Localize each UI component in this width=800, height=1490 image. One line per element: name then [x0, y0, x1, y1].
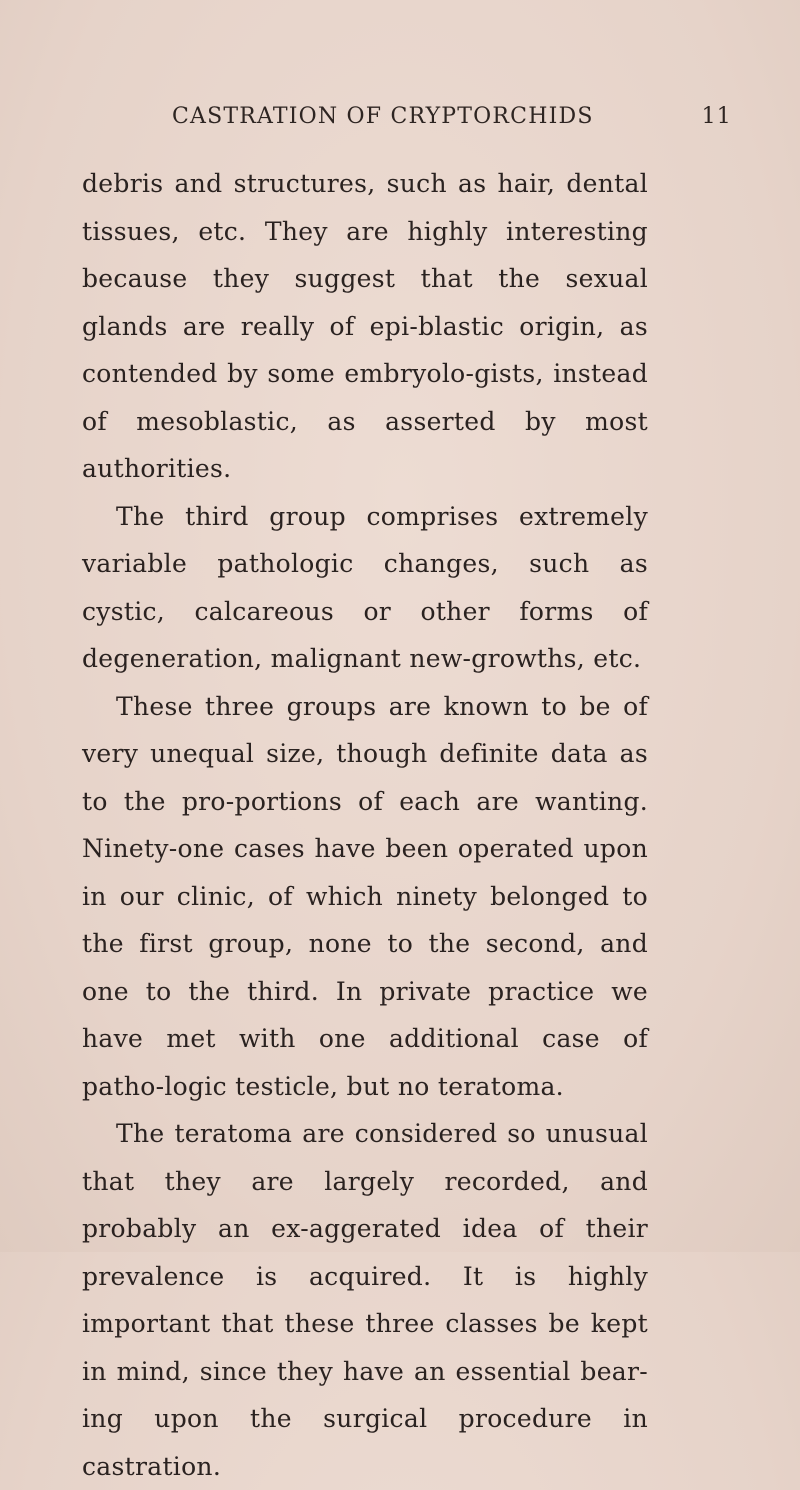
- body-text: [82, 160, 648, 1490]
- paragraph-1: debris and structures, such as hair, dental tissues, etc. They are highly interesting because they suggest that the sexual glands are really of epi-blastic origin, as contended by some embryolo-gists, instead of mesoblastic, as asserted by most authorities.: [82, 169, 648, 483]
- paragraph-2: The third group comprises extremely variable pathologic changes, such as cystic, calcareous or other forms of degeneration, malignant new-growths, etc.: [82, 501, 648, 673]
- running-head-title: CASTRATION OF CRYPTORCHIDS: [172, 104, 594, 129]
- paragraph-3: These three groups are known to be of very unequal size, though definite data as to the pro-portions of each are wanting. Ninety-one cases have been operated upon in our clinic, of which ninety belonged to the first group, none to the second, and one to the third. In private practice we have met with one additional case of patho-logic testicle, but no teratoma.: [82, 691, 648, 1101]
- running-head: [172, 104, 732, 144]
- page-number: 11: [701, 104, 732, 129]
- paragraph-4: The teratoma are considered so unusual that they are largely recorded, and probably an ex-aggerated idea of their prevalence is acquired. It is highly important that these three classes be kept in mind, since they have an essential bear-ing upon the surgical procedure in castration.: [82, 1119, 648, 1481]
